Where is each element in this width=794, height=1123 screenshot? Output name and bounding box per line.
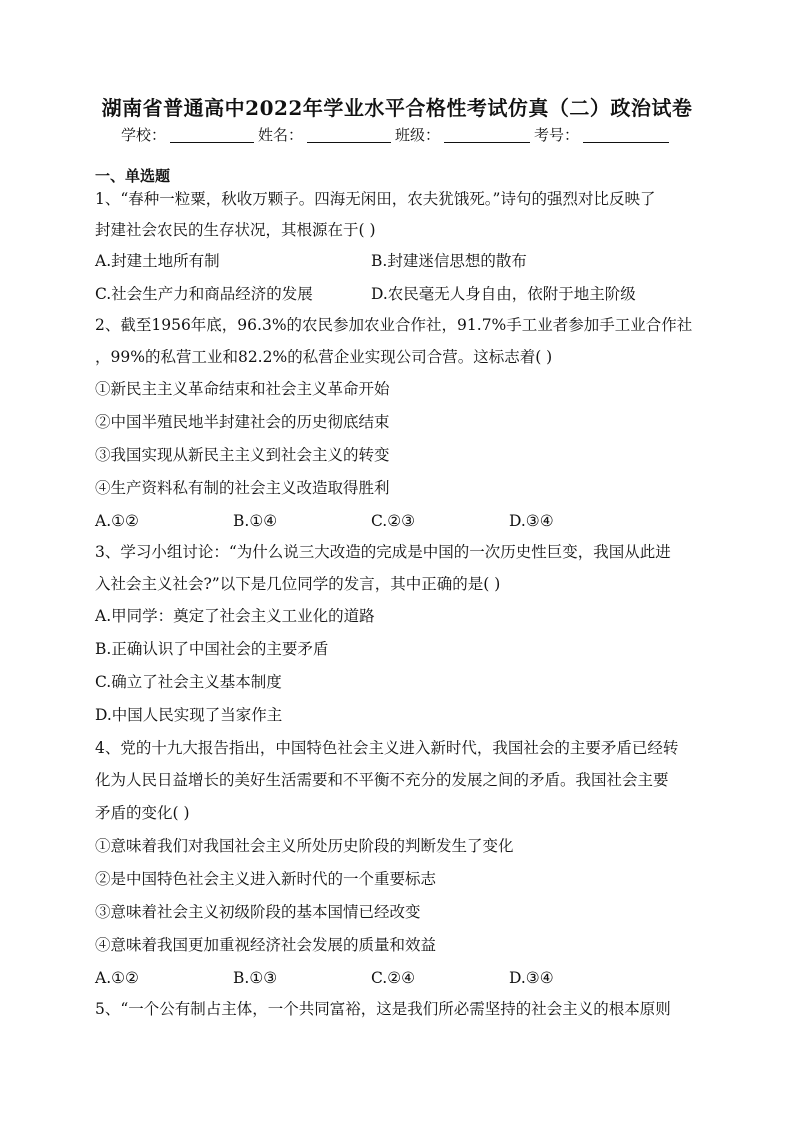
question-2-statement-4: ④生产资料私有制的社会主义改造取得胜利 [95,479,390,497]
question-4-line-1: 4、党的十九大报告指出，中国特色社会主义进入新时代，我国社会的主要矛盾已经转 [95,739,679,757]
question-4-statement-1: ①意味着我们对我国社会主义所处历史阶段的判断发生了变化 [95,837,514,855]
question-3-option-d: D.中国人民实现了当家作主 [95,706,283,724]
question-2-option-b: B.①④ [233,512,278,530]
question-4-option-b: B.①③ [233,969,278,987]
question-1-option-b: B.封建迷信思想的散布 [371,252,527,270]
question-1-line-2: 封建社会农民的生存状况，其根源在于( ) [95,221,376,239]
section-title: 一、单选题 [95,167,171,185]
question-1-line-1: 1、“春种一粒粟，秋收万颗子。四海无闲田，农夫犹饿死。”诗句的强烈对比反映了 [95,190,656,208]
question-2-statement-1: ①新民主主义革命结束和社会主义革命开始 [95,380,390,398]
question-2-option-a: A.①② [95,512,139,530]
name-label: 姓名： [257,126,303,144]
question-4-statement-4: ④意味着我国更加重视经济社会发展的质量和效益 [95,936,437,954]
question-2-option-d: D.③④ [509,512,554,530]
question-4-option-c: C.②④ [371,969,416,987]
question-4-statement-2: ②是中国特色社会主义进入新时代的一个重要标志 [95,870,437,888]
number-blank[interactable] [583,126,669,143]
question-3-option-b: B.正确认识了中国社会的主要矛盾 [95,640,329,658]
question-4-line-3: 矛盾的变化( ) [95,804,190,822]
name-blank[interactable] [307,126,391,143]
student-info-row [0,124,794,148]
question-3-line-1: 3、学习小组讨论：“为什么说三大改造的完成是中国的一次历史性巨变，我国从此进 [95,543,671,561]
question-1-option-c: C.社会生产力和商品经济的发展 [95,285,313,303]
question-4-statement-3: ③意味着社会主义初级阶段的基本国情已经改变 [95,903,421,921]
question-3-option-a: A.甲同学：奠定了社会主义工业化的道路 [95,607,375,625]
question-4-line-2: 化为人民日益增长的美好生活需要和不平衡不充分的发展之间的矛盾。我国社会主要 [95,771,669,789]
question-3-option-c: C.确立了社会主义基本制度 [95,673,282,691]
question-1-option-a: A.封建土地所有制 [95,252,220,270]
question-3-line-2: 入社会主义社会?”以下是几位同学的发言，其中正确的是( ) [95,575,501,593]
question-5-line-1: 5、“一个公有制占主体，一个共同富裕，这是我们所必需坚持的社会主义的根本原则 [95,1000,671,1018]
question-4-option-d: D.③④ [509,969,554,987]
number-label: 考号： [534,126,580,144]
school-blank[interactable] [170,126,254,143]
class-blank[interactable] [444,126,530,143]
question-2-statement-3: ③我国实现从新民主主义到社会主义的转变 [95,446,390,464]
question-1-option-d: D.农民毫无人身自由，依附于地主阶级 [371,285,636,303]
question-2-option-c: C.②③ [371,512,416,530]
question-2-statement-2: ②中国半殖民地半封建社会的历史彻底结束 [95,413,390,431]
question-4-option-a: A.①② [95,969,139,987]
question-2-line-2: ，99%的私营工业和82.2%的私营企业实现公司合营。这标志着( ) [95,348,553,366]
question-2-line-1: 2、截至1956年底，96.3%的农民参加农业合作社，91.7%手工业者参加手工业合作社 [95,316,693,334]
class-label: 班级： [395,126,441,144]
exam-title: 湖南省普通高中2022年学业水平合格性考试仿真（二）政治试卷 [101,96,693,120]
school-label: 学校： [120,126,166,144]
